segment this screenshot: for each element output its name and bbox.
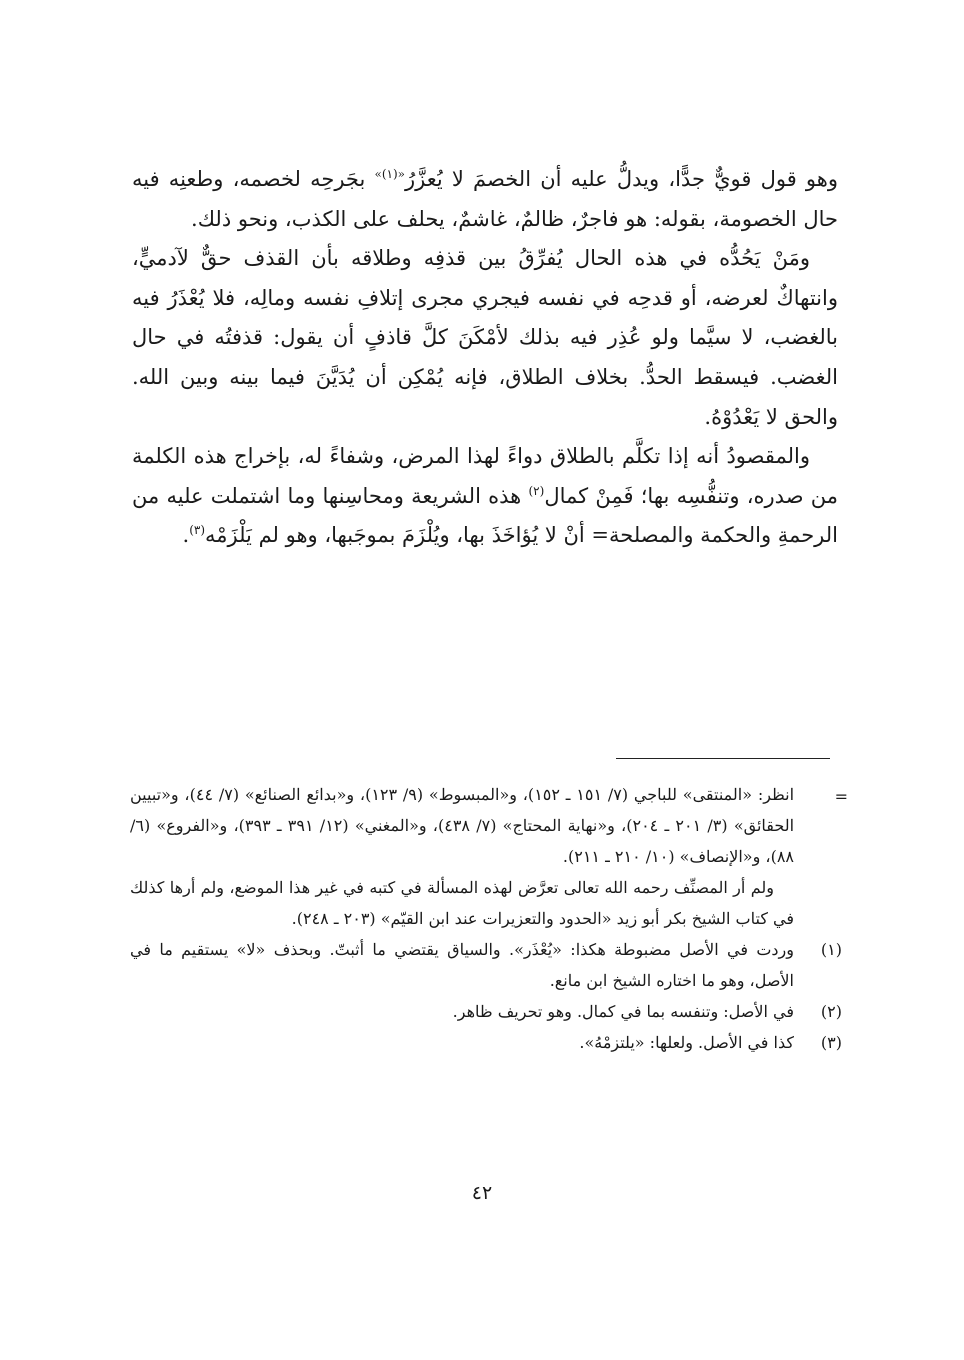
paragraph-3-part-1: والمقصودُ أنه إذا تكلَّم بالطلاق دواءً لهذا المرض، وشفاءً له، بإخراج هذه الكلمة من صدره، وتنفُّسِه بها؛ فَمِنْ كمال (132, 444, 838, 508)
paragraph-3-part-2: هذه الشريعة ومحاسِنها وما اشتملت عليه من الرحمةِ والحكمة والمصلحة= أنْ لا يُؤاخَذَ بها، ويُلْزَمَ بموجَبها، وهو لم يَلْزَمْه (132, 483, 838, 548)
footnote-ref-1[interactable]: «(١)» (374, 167, 406, 181)
paragraph-3 (132, 437, 838, 556)
footnote-1 (130, 934, 842, 996)
footnote-2 (130, 996, 842, 1027)
paragraph-3-part-3: . (182, 523, 190, 548)
footnote-text: وردت في الأصل مضبوطة هكذا: «يُعْذَر». والسياق يقتضي ما أثبتّ. وبحذف «لا» يستقيم ما في الأصل، وهو ما اختاره الشيخ ابن مانع. (130, 940, 794, 990)
footnote-number: (٢) (820, 1002, 842, 1021)
footnote-text: في الأصل: وتنفسه بما في كمال. وهو تحريف ظاهر. (452, 1002, 794, 1021)
footnote-continued-line-2: ولم أر المصنِّف رحمه الله تعالى تعرَّض لهذه المسألة في كتبه في غير هذا الموضع، ولم أرها كذلك في كتاب الشيخ بكر أبو زيد «الحدود والتعزيرات عند ابن القيّم» (٢٠٣ ـ ٢٤٨). (130, 878, 794, 928)
footnote-text: كذا في الأصل. ولعلها: «يلتزمْهُ». (579, 1033, 794, 1052)
page-number: ٤٢ (471, 1182, 493, 1204)
paragraph-2 (132, 239, 838, 437)
footnote-number: (١) (820, 940, 842, 959)
footnote-separator (616, 758, 830, 759)
footnote-ref-2[interactable]: (٢) (528, 483, 545, 498)
footnote-ref-3[interactable]: (٣) (189, 523, 206, 538)
footnotes (130, 779, 848, 1058)
footnote-continued (130, 779, 848, 934)
paragraph-1 (132, 160, 838, 239)
paragraph-1-part-2: بجَرحِه لخصمه، وطعنِه فيه حال الخصومة، بقوله: هو فاجرٌ، ظالمٌ، غاشمٌ، يحلف على الكذب، ونحو ذلك. (132, 167, 838, 231)
continuation-mark: = (834, 787, 848, 806)
paragraph-1-part-1: وهو قول قويٌّ جدًّا، ويدلُّ عليه أن الخصمَ لا يُعزَّرُ (405, 167, 838, 191)
footnote-3 (130, 1027, 842, 1058)
main-text (132, 160, 838, 556)
paragraph-2-text: ومَنْ يَحُدُّه في هذه الحال يُفرِّقُ بين قذفِه وطلاقه بأن القذف حقٌّ لآدميٍّ، وانتهاكٌ لعرضه، أو قدحِه في نفسه فيجري مجرى إتلافِ نفسه ومالِه، فلا يُعْذَرُ فيه بالغضب، لا سيَّما ولو عُذِر فيه بذلك لأمْكَنَ كلَّ قاذفٍ أن يقول: قذفتُه في حال الغضب. فيسقط الحدُّ. بخلاف الطلاق، فإنه يُمْكِن أن يُدَيَّنَ فيما بينه وبين الله. والحق لا يَعْدُوْهُ. (132, 246, 838, 429)
footnote-continued-line-1: انظر: «المنتقى» للباجي (٧/ ١٥١ ـ ١٥٢)، و«المبسوط» (٩/ ١٢٣)، و«بدائع الصنائع» (٧/ ٤٤)، و«تبيين الحقائق» (٣/ ٢٠١ ـ ٢٠٤)، و«نهاية المحتاج» (٧/ ٤٣٨)، و«المغني» (١٢/ ٣٩١ ـ ٣٩٣)، و«الفروع» (٦/ ٨٨)، و«الإنصاف» (١٠/ ٢١٠ ـ ٢١١). (130, 785, 795, 866)
footnote-number: (٣) (820, 1033, 842, 1052)
